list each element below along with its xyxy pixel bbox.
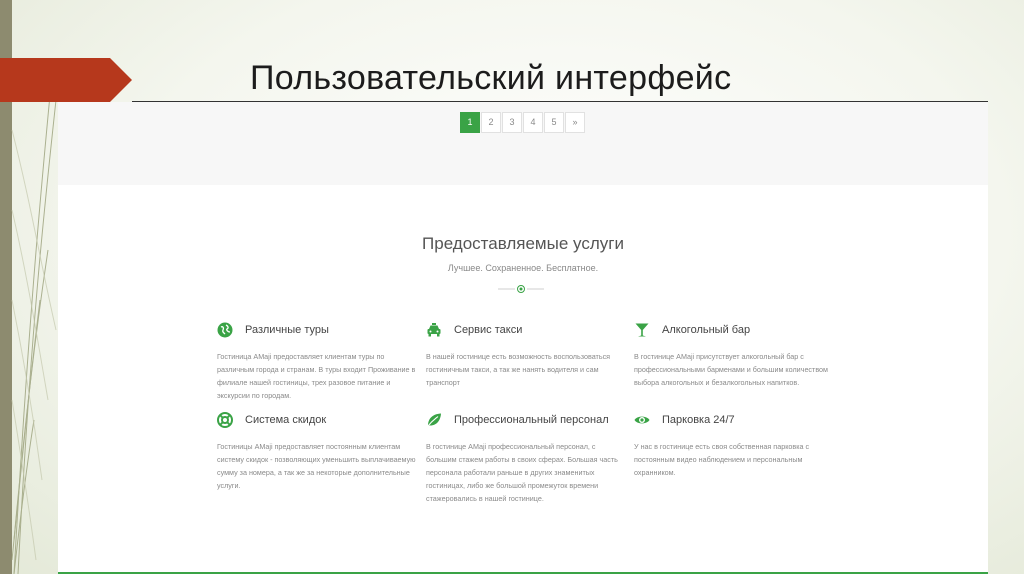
page-button-1[interactable]: 1 — [460, 112, 480, 133]
service-description: Гостиницы AMaji предоставляет постоянным клиентам систему скидок - позволяющих уменьшить выплачиваемую сумму за номера, а так же за некоторые дополнительные услуги. — [217, 442, 416, 490]
service-staff — [426, 409, 626, 505]
page-button-5[interactable]: 5 — [544, 112, 564, 133]
service-description: В гостинице AMaji присутствует алкогольный бар с профессиональными барменами и большим количеством выбора алкогольных и безалкогольных напитков. — [634, 352, 828, 387]
website-screenshot — [58, 102, 988, 574]
service-tours — [217, 319, 417, 402]
service-description: В нашей гостинице есть возможность воспользоваться гостиничным такси, а так же нанять водителя и сам транспорт — [426, 352, 611, 387]
service-title: Различные туры — [245, 324, 329, 336]
section-divider — [498, 284, 544, 294]
leaf-icon — [426, 412, 442, 428]
globe-icon — [217, 322, 233, 338]
service-description: У нас в гостинице есть своя собственная парковка с постоянным видео наблюдением и персональным охранником. — [634, 442, 810, 477]
services-subtitle: Лучшее. Сохраненное. Бесплатное. — [447, 263, 599, 273]
pagination-band — [58, 102, 988, 185]
service-description: В гостинице AMaji профессиональный персонал, с большим стажем работы в своих сферах. Большая часть персонала работали раньше в других знаменитых гостиницах, либо же большой промежуток времени стажеровались в нашей гостинице. — [426, 442, 618, 503]
services-title: Предоставляемые услуги — [422, 234, 624, 253]
service-title: Система скидок — [245, 414, 327, 426]
page-button-2[interactable]: 2 — [481, 112, 501, 133]
service-title: Сервис такси — [454, 324, 523, 336]
lifebuoy-icon — [217, 412, 233, 428]
eye-icon — [634, 412, 650, 428]
service-title: Профессиональный персонал — [454, 414, 609, 426]
service-parking — [634, 409, 834, 479]
page-button-next[interactable]: » — [565, 112, 585, 133]
page-button-3[interactable]: 3 — [502, 112, 522, 133]
page-button-4[interactable]: 4 — [523, 112, 543, 133]
service-discounts — [217, 409, 417, 492]
service-description: Гостиница AMaji предоставляет клиентам туры по различным города и странам. В туры входит Проживание в филиале нашей гостиницы, трех разовое питание и экскурсии по городам. — [217, 352, 416, 400]
taxi-icon — [426, 322, 442, 338]
service-bar — [634, 319, 834, 389]
service-title: Алкогольный бар — [662, 324, 751, 336]
service-taxi — [426, 319, 626, 389]
title-accent-arrow — [0, 58, 132, 102]
slide-title: Пользовательский интерфейс — [250, 59, 732, 97]
cocktail-icon — [634, 322, 650, 338]
service-title: Парковка 24/7 — [662, 414, 735, 426]
pagination — [460, 112, 586, 133]
